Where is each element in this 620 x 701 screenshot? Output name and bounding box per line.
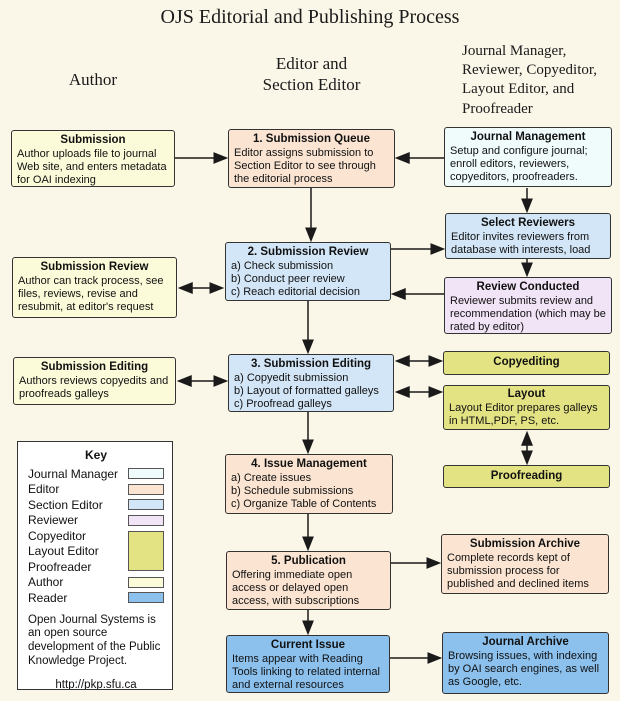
flow-box-title: 4. Issue Management	[251, 458, 367, 470]
flow-box-title: Layout	[507, 388, 546, 400]
key-legend	[17, 441, 173, 690]
flow-box-title: Journal Management	[470, 131, 586, 143]
flow-box-item: b) Conduct peer review	[231, 272, 345, 285]
flow-box-proofreading	[443, 465, 610, 488]
flow-box-current-issue	[226, 635, 390, 693]
key-row-editor	[28, 482, 164, 498]
flow-box-title: 2. Submission Review	[247, 246, 369, 258]
key-label: Copyeditor	[28, 528, 87, 543]
flow-box-item: b) Layout of formatted galleys	[234, 384, 379, 397]
flow-box-body: Setup and configure journal; enroll editors, reviewers, copyeditors, proofreaders.	[450, 144, 588, 184]
key-swatch-reader	[128, 592, 164, 603]
key-label: Author	[28, 575, 64, 590]
flow-box-submission-review-author	[12, 257, 177, 318]
flow-box-title: Submission Review	[40, 261, 149, 273]
flow-box-body: Reviewer submits review and recommendation (which may be rated by editor)	[450, 294, 606, 334]
key-label: Reader	[28, 590, 68, 605]
flow-box-title: Current Issue	[270, 639, 346, 651]
flow-box-title: Submission Archive	[469, 538, 581, 550]
flow-box-submission-editing-author	[13, 357, 176, 405]
key-swatch-journal-manager	[128, 468, 164, 479]
key-swatch-section-editor	[128, 499, 164, 510]
column-header-author: Author	[68, 70, 118, 89]
flow-box-body: Editor invites reviewers from database with interests, load	[451, 230, 591, 256]
flow-box-title: Copyediting	[493, 356, 560, 369]
flow-box-submission-archive	[441, 534, 609, 594]
key-group-production	[28, 528, 164, 575]
flow-box-title: Review Conducted	[476, 281, 580, 293]
key-label: Reviewer	[28, 513, 79, 528]
flow-box-journal-management	[444, 127, 612, 187]
flow-box-journal-archive	[442, 632, 609, 694]
column-header-editor-line2: Section Editor	[262, 75, 361, 95]
key-label: Editor	[28, 482, 60, 497]
key-label: Layout Editor	[28, 544, 99, 559]
key-title: Key	[84, 448, 107, 462]
flow-box-title: 1. Submission Queue	[253, 133, 370, 145]
key-swatch-author	[128, 577, 164, 588]
column-header-editor-line1: Editor and	[275, 54, 348, 73]
key-row-section-editor	[28, 497, 164, 513]
flow-box-select-reviewers	[445, 213, 611, 259]
flow-box-submission-review	[225, 242, 391, 301]
flow-box-body: Author can track process, see files, reviews, revise and resubmit, at editor's request	[18, 274, 164, 314]
flow-box-body: Layout Editor prepares galleys in HTML,PDF, PS, etc.	[449, 401, 598, 427]
flow-box-title: Submission Editing	[40, 361, 149, 373]
flow-box-title: Select Reviewers	[481, 217, 575, 229]
column-header-others: Journal Manager, Reviewer, Copyeditor, Layout Editor, and Proofreader	[462, 43, 598, 117]
key-note: Open Journal Systems is an open source development of the Public Knowledge Project.	[28, 613, 161, 667]
flow-box-title: Submission	[60, 134, 126, 146]
key-label: Proofreader	[28, 559, 92, 574]
flow-box-copyediting	[443, 351, 610, 375]
flow-box-body: Complete records kept of submission process for published and declined items	[447, 551, 589, 591]
flow-box-submission	[11, 130, 175, 187]
key-row-author	[28, 575, 164, 591]
key-swatch-production-group	[128, 531, 164, 571]
page-title: OJS Editorial and Publishing Process	[160, 6, 460, 28]
flow-box-publication	[226, 551, 391, 610]
flow-box-issue-management	[225, 454, 393, 514]
flow-box-item: c) Organize Table of Contents	[231, 498, 377, 511]
flow-box-title: Journal Archive	[482, 636, 569, 648]
flow-box-title: 3. Submission Editing	[250, 358, 372, 370]
key-row-reviewer	[28, 513, 164, 529]
flow-box-item: a) Copyedit submission	[234, 371, 349, 384]
flow-box-item: c) Reach editorial decision	[231, 286, 361, 299]
key-row-journal-manager	[28, 466, 164, 482]
flow-box-item: a) Create issues	[231, 471, 312, 484]
flow-box-item: a) Check submission	[231, 259, 334, 272]
flow-box-body: Offering immediate open access or delayed open access, with subscriptions	[232, 568, 360, 608]
flow-box-item: b) Schedule submissions	[231, 484, 354, 497]
flow-box-body: Authors reviews copyedits and proofreads galleys	[19, 374, 169, 400]
flow-box-submission-queue	[228, 129, 395, 188]
flow-box-layout	[443, 385, 610, 430]
flow-box-submission-editing	[228, 354, 394, 412]
flow-box-body: Author uploads file to journal Web site, and enters metadata for OAI indexing	[17, 147, 167, 187]
key-url: http://pkp.sfu.ca	[55, 678, 137, 690]
key-row-reader	[28, 590, 164, 606]
key-label: Journal Manager	[28, 466, 119, 481]
flow-box-body: Browsing issues, with indexing by OAI search engines, as well as Google, etc.	[448, 649, 600, 689]
key-group-labels	[28, 528, 99, 575]
flow-box-review-conducted	[444, 277, 612, 334]
flow-box-body: Editor assigns submission to Section Editor to see through the editorial process	[234, 146, 376, 186]
key-label: Section Editor	[28, 497, 103, 512]
flow-box-title: Proofreading	[490, 469, 563, 482]
flow-box-item: c) Proofread galleys	[234, 398, 332, 411]
key-swatch-editor	[128, 484, 164, 495]
key-swatch-reviewer	[128, 515, 164, 526]
flow-box-body: Items appear with Reading Tools linking to related internal and external resources	[232, 652, 380, 692]
flow-box-title: 5. Publication	[271, 555, 346, 567]
